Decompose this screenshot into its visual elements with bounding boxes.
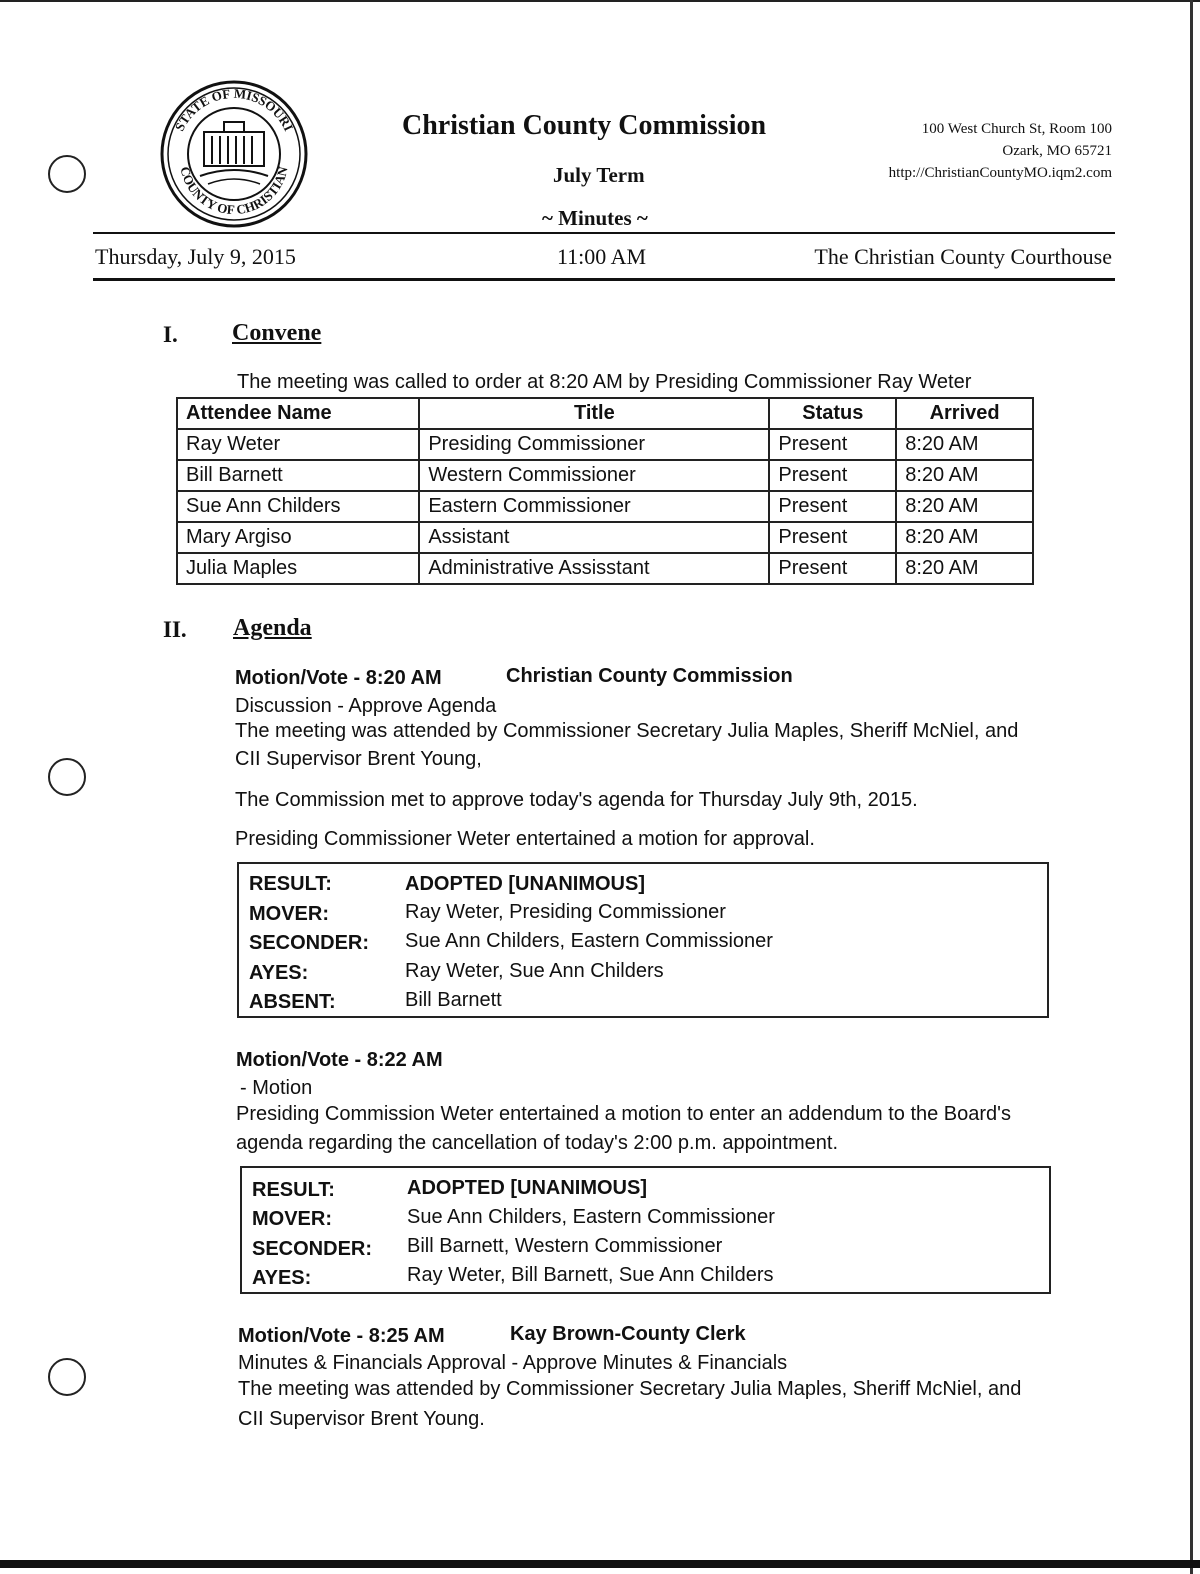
motion-discussion: Discussion - Approve Agenda [235, 695, 497, 717]
attendee-name: Julia Maples [177, 553, 419, 584]
table-row [177, 460, 1033, 491]
vote-result-box [240, 1166, 1051, 1294]
attendee-name: Sue Ann Childers [177, 491, 419, 522]
section-number: I. [163, 322, 178, 347]
attendee-title: Administrative Assisstant [419, 553, 769, 584]
convene-intro: The meeting was called to order at 8:20 AM by Presiding Commissioner Ray Weter [237, 371, 972, 393]
address-block [889, 118, 1112, 184]
motion-paragraph: The Commission met to approve today's agenda for Thursday July 9th, 2015. [235, 789, 918, 811]
attendee-table [176, 397, 1034, 585]
motion-paragraph: Presiding Commission Weter entertained a motion to enter an addendum to the Board's [236, 1103, 1011, 1125]
scan-top-edge [0, 0, 1200, 2]
meeting-time: 11:00 AM [557, 244, 647, 269]
motion-discussion: Minutes & Financials Approval - Approve Minutes & Financials [238, 1352, 788, 1374]
attendee-title: Eastern Commissioner [419, 491, 769, 522]
motion-discussion: - Motion [240, 1077, 313, 1099]
vote-seconder: Sue Ann Childers, Eastern Commissioner [405, 930, 773, 952]
attendee-arrived: 8:20 AM [896, 522, 1033, 553]
motion-paragraph: CII Supervisor Brent Young. [238, 1408, 485, 1430]
punch-hole [48, 155, 86, 193]
vote-ayes: Ray Weter, Bill Barnett, Sue Ann Childers [407, 1264, 774, 1286]
attendee-arrived: 8:20 AM [896, 460, 1033, 491]
meeting-location: The Christian County Courthouse [814, 244, 1112, 269]
vote-absent: Bill Barnett [405, 989, 502, 1011]
vote-label: RESULT: [249, 873, 332, 895]
motion-presenter: Kay Brown-County Clerk [510, 1323, 746, 1345]
motion-paragraph: agenda regarding the cancellation of today's 2:00 p.m. appointment. [236, 1132, 839, 1154]
motion-paragraph: Presiding Commissioner Weter entertained a motion for approval. [235, 828, 815, 850]
county-seal-logo [158, 72, 310, 232]
vote-label: SECONDER: [252, 1238, 373, 1260]
attendee-title: Western Commissioner [419, 460, 769, 491]
attendee-name: Ray Weter [177, 429, 419, 460]
column-header: Status [769, 398, 896, 429]
seal-text-bottom: COUNTY OF CHRISTIAN [177, 165, 291, 218]
svg-text:STATE OF MISSOURI [172, 86, 297, 134]
attendee-status: Present [769, 553, 896, 584]
punch-hole [48, 758, 86, 796]
attendee-status: Present [769, 491, 896, 522]
motion-heading: Motion/Vote - 8:25 AM [238, 1325, 445, 1347]
attendee-arrived: 8:20 AM [896, 553, 1033, 584]
term-label: July Term [553, 163, 645, 187]
section-number: II. [163, 617, 187, 642]
motion-paragraph: CII Supervisor Brent Young, [235, 748, 482, 770]
vote-mover: Sue Ann Childers, Eastern Commissioner [407, 1206, 775, 1228]
vote-seconder: Bill Barnett, Western Commissioner [407, 1235, 723, 1257]
section-title-convene: Convene [232, 320, 322, 346]
vote-result: ADOPTED [UNANIMOUS] [407, 1177, 647, 1199]
header-divider-bottom [93, 278, 1115, 281]
vote-result: ADOPTED [UNANIMOUS] [405, 873, 645, 895]
attendee-arrived: 8:20 AM [896, 429, 1033, 460]
minutes-label: ~ Minutes ~ [542, 206, 648, 230]
vote-label: MOVER: [249, 903, 329, 925]
header-divider-top [93, 232, 1115, 234]
motion-heading: Motion/Vote - 8:22 AM [236, 1049, 443, 1071]
attendee-status: Present [769, 429, 896, 460]
vote-label: RESULT: [252, 1179, 335, 1201]
column-header: Arrived [896, 398, 1033, 429]
motion-paragraph: The meeting was attended by Commissioner Secretary Julia Maples, Sheriff McNiel, and [238, 1378, 1022, 1400]
attendee-status: Present [769, 522, 896, 553]
table-header-row [177, 398, 1033, 429]
vote-label: ABSENT: [249, 991, 336, 1013]
table-row [177, 429, 1033, 460]
table-row [177, 522, 1033, 553]
vote-label: MOVER: [252, 1208, 332, 1230]
scan-bottom-edge [0, 1560, 1200, 1568]
vote-label: AYES: [249, 962, 309, 984]
attendee-title: Assistant [419, 522, 769, 553]
address-line-1: 100 West Church St, Room 100 [921, 121, 1112, 137]
attendee-name: Bill Barnett [177, 460, 419, 491]
attendee-title: Presiding Commissioner [419, 429, 769, 460]
meeting-date: Thursday, July 9, 2015 [95, 244, 296, 269]
svg-text:COUNTY OF CHRISTIAN [177, 164, 290, 217]
motion-presenter: Christian County Commission [506, 665, 793, 687]
section-title-agenda: Agenda [233, 615, 312, 641]
column-header: Title [419, 398, 769, 429]
website-link[interactable]: http://ChristianCountyMO.iqm2.com [888, 165, 1112, 181]
vote-label: SECONDER: [249, 932, 370, 954]
table-row [177, 553, 1033, 584]
document-title: Christian County Commission [402, 110, 767, 141]
attendee-status: Present [769, 460, 896, 491]
table-row [177, 491, 1033, 522]
address-line-2: Ozark, MO 65721 [1002, 143, 1112, 159]
column-header: Attendee Name [177, 398, 419, 429]
attendee-arrived: 8:20 AM [896, 491, 1033, 522]
motion-paragraph: The meeting was attended by Commissioner Secretary Julia Maples, Sheriff McNiel, and [235, 720, 1019, 742]
scan-right-edge [1190, 0, 1193, 1574]
attendee-name: Mary Argiso [177, 522, 419, 553]
vote-label: AYES: [252, 1267, 312, 1289]
vote-result-box [237, 862, 1049, 1018]
motion-heading: Motion/Vote - 8:20 AM [235, 667, 442, 689]
vote-mover: Ray Weter, Presiding Commissioner [405, 901, 726, 923]
punch-hole [48, 1358, 86, 1396]
seal-text-top: STATE OF MISSOURI [171, 85, 297, 134]
vote-ayes: Ray Weter, Sue Ann Childers [405, 960, 664, 982]
